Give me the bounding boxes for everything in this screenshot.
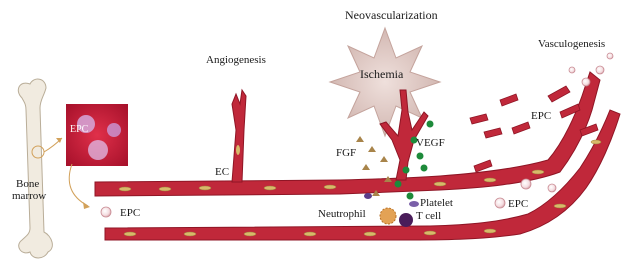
label-t-cell: T cell	[416, 210, 442, 222]
bone-illustration	[18, 79, 52, 258]
label-platelet: Platelet	[420, 197, 453, 209]
label-epc-marrow: EPC	[120, 207, 141, 219]
label-vasculogenesis: Vasculogenesis	[538, 38, 606, 50]
label-epc-bottom: EPC	[508, 198, 529, 210]
platelet-cell-2	[364, 193, 372, 199]
t-cell	[399, 213, 413, 227]
label-marrow: marrow	[12, 190, 47, 202]
angiogenesis-sprout	[232, 90, 246, 182]
title-neovascularization: Neovascularization	[345, 8, 438, 22]
neutrophil-cell	[380, 208, 396, 224]
label-epc-inset: EPC	[70, 124, 89, 135]
label-epc-right: EPC	[531, 110, 552, 122]
platelet-cell	[409, 201, 419, 207]
label-vegf: VEGF	[416, 137, 445, 149]
label-fgf: FGF	[336, 147, 357, 159]
upper-vessel	[95, 72, 600, 196]
arrow-marrow-to-vessel	[69, 164, 88, 206]
label-angiogenesis: Angiogenesis	[206, 54, 266, 66]
label-bone: Bone	[16, 178, 40, 190]
label-neutrophil: Neutrophil	[318, 208, 366, 220]
label-ec: EC	[215, 166, 230, 178]
label-ischemia: Ischemia	[360, 67, 404, 81]
